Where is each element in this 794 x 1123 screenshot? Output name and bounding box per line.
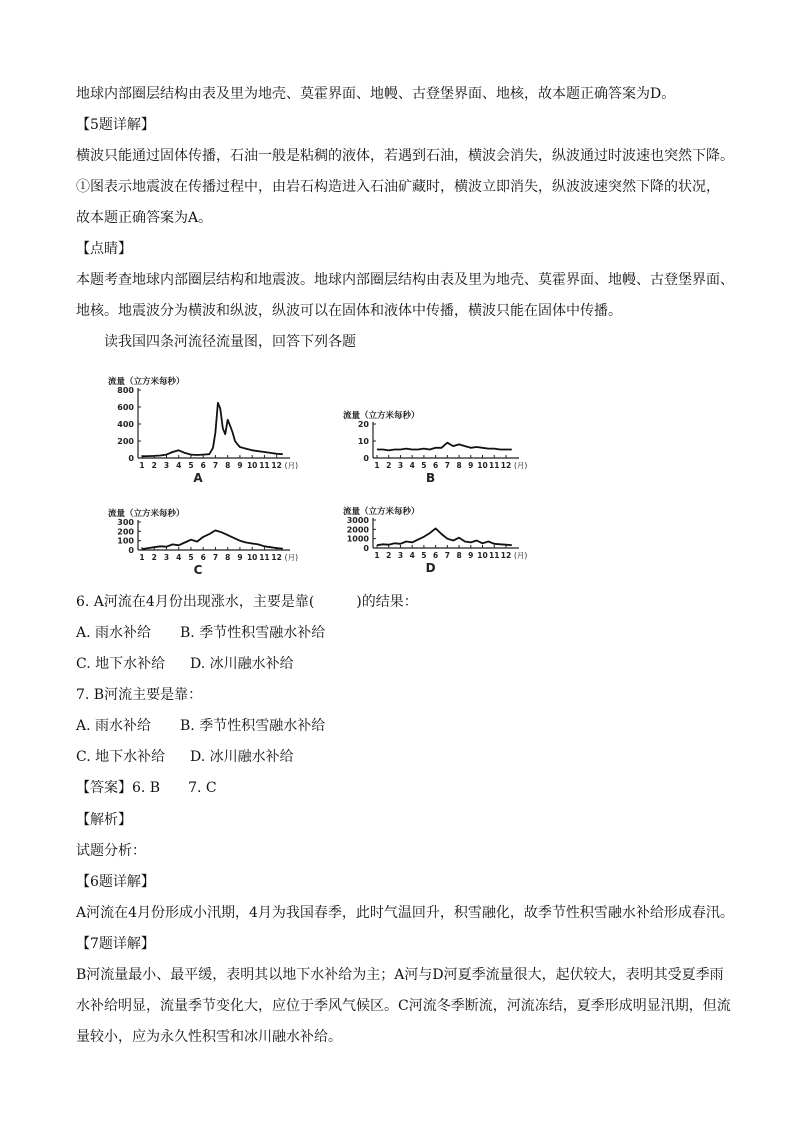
flow-series-line [142,530,283,549]
section-heading: 【5题详解】 [76,117,155,133]
x-tick-label: 2 [151,461,157,470]
chart-c [100,496,310,580]
q6-options-row2 [76,654,294,674]
x-tick-label: 6 [200,461,206,470]
x-tick-label: 3 [163,461,170,470]
x-tick-label: 8 [456,461,462,470]
x-tick-label: 7 [212,553,219,562]
x-unit-label: (月) [513,551,528,560]
q6-option-d: D. 冰川融水补给 [190,656,294,672]
x-tick-label: 6 [200,553,206,562]
x-tick-label: 12 [271,553,282,562]
x-tick-label: 9 [237,461,243,470]
y-tick-label: 3000 [346,516,369,525]
chart-letter: A [193,471,203,484]
y-tick-label: 300 [117,518,134,527]
chart-b [325,402,530,490]
x-tick-label: 11 [259,461,270,470]
flow-series-line [377,528,512,545]
x-tick-label: 3 [397,461,404,470]
x-unit-label: (月) [284,553,299,562]
x-tick-label: 10 [477,461,488,470]
q7-detail-text: 水补给明显，流量季节变化大，应位于季风气候区。C河流冬季断流，河流冻结，夏季形成明显汛期，但流 [76,998,731,1014]
x-tick-label: 2 [386,461,392,470]
q7-options-row2 [76,747,294,767]
q7-option-a: A. 雨水补给 [76,718,152,734]
y-axis-label: 流量（立方米每秒） [108,377,185,387]
answer-line: 【答案】6. B 7. C [76,780,217,796]
x-tick-label: 3 [397,551,404,560]
x-tick-label: 11 [489,461,500,470]
paragraph: 地球内部圈层结构由表及里为地壳、莫霍界面、地幔、古登堡界面、地核，故本题正确答案为D。 [76,86,676,102]
paragraph: ①图表示地震波在传播过程中，由岩石构造进入石油矿藏时，横波立即消失，纵波波速突然下降的状况， [76,179,720,195]
x-tick-label: 4 [176,553,182,562]
x-tick-label: 12 [500,551,512,560]
q6-options-row1 [76,623,325,643]
flow-series-line [142,403,283,457]
y-tick-label: 400 [117,420,134,429]
chart-letter: C [193,563,203,577]
chart-letter: D [425,561,436,575]
q7-detail-heading: 【7题详解】 [76,936,155,952]
x-tick-label: 9 [237,553,243,562]
question-prompt: 读我国四条河流径流量图，回答下列各题 [104,334,356,350]
y-tick-label: 600 [117,403,134,412]
y-tick-label: 10 [357,437,369,446]
x-tick-label: 2 [386,551,392,560]
x-tick-label: 11 [489,551,500,560]
question-7: 7. B河流主要是靠： [76,687,203,703]
x-tick-label: 12 [500,461,512,470]
q6-detail-heading: 【6题详解】 [76,874,155,890]
q6-detail-text: A河流在4月份形成小汛期，4月为我国春季，此时气温回升，积雪融化，故季节性积雪融水补给形成春汛。 [76,905,734,921]
x-tick-label: 8 [225,553,231,562]
x-tick-label: 4 [176,461,182,470]
x-tick-label: 6 [433,551,439,560]
y-tick-label: 1000 [346,534,369,544]
x-tick-label: 2 [151,553,157,562]
y-axis-label: 流量（立方米每秒） [108,509,185,519]
x-tick-label: 7 [212,461,219,470]
chart-d [325,496,530,580]
section-heading: 【点睛】 [76,241,132,257]
paragraph: 横波只能通过固体传播，石油一般是粘稠的液体，若遇到石油，横波会消失，纵波通过时波速也突然下降。 [76,148,734,164]
paragraph: 本题考查地球内部圈层结构和地震波。地球内部圈层结构由表及里为地壳、莫霍界面、地幔、古登堡界面、 [76,272,734,288]
y-tick-label: 20 [357,420,369,429]
x-unit-label: (月) [513,461,528,470]
y-tick-label: 2000 [346,525,369,535]
y-tick-label: 0 [363,544,369,553]
y-tick-label: 0 [363,454,369,463]
y-axis-label: 流量（立方米每秒） [343,507,420,517]
x-tick-label: 10 [246,461,258,470]
q7-options-row1 [76,716,325,736]
x-tick-label: 8 [225,461,231,470]
x-tick-label: 12 [271,461,282,470]
y-tick-label: 100 [117,536,134,546]
x-tick-label: 5 [421,551,427,560]
river-flow-charts [100,372,528,580]
x-tick-label: 7 [444,551,450,560]
x-tick-label: 1 [139,553,145,562]
q6-option-b: B. 季节性积雪融水补给 [180,625,326,641]
x-tick-label: 5 [188,553,194,562]
q7-option-b: B. 季节性积雪融水补给 [180,718,326,734]
question-6: 6. A河流在4月份出现涨水，主要是靠( )的结果： [76,594,418,610]
x-tick-label: 6 [433,461,439,470]
q7-detail-text: B河流量最小、最平缓，表明其以地下水补给为主；A河与D河夏季流量很大，起伏较大，表明其受夏季雨 [76,967,724,983]
x-tick-label: 1 [374,461,380,470]
y-tick-label: 200 [117,437,134,446]
x-tick-label: 10 [246,553,258,562]
analysis-intro: 试题分析： [76,843,146,859]
x-tick-label: 3 [163,553,170,562]
flow-series-line [377,443,512,451]
x-tick-label: 10 [477,551,488,560]
x-tick-label: 5 [421,461,427,470]
x-tick-label: 11 [259,553,270,562]
paragraph: 故本题正确答案为A。 [76,210,213,226]
y-tick-label: 0 [128,546,134,555]
x-tick-label: 1 [139,461,145,470]
analysis-heading: 【解析】 [76,812,132,828]
x-tick-label: 1 [374,551,380,560]
y-tick-label: 0 [128,454,134,463]
x-tick-label: 4 [409,461,415,470]
x-tick-label: 9 [468,461,474,470]
x-tick-label: 9 [468,551,474,560]
x-unit-label: (月) [284,461,299,470]
q7-option-c: C. 地下水补给 [76,749,166,765]
q6-option-c: C. 地下水补给 [76,656,166,672]
x-tick-label: 7 [444,461,450,470]
q6-option-a: A. 雨水补给 [76,625,152,641]
chart-a [100,372,310,484]
x-tick-label: 8 [456,551,462,560]
q7-option-d: D. 冰川融水补给 [190,749,294,765]
x-tick-label: 4 [409,551,415,560]
y-tick-label: 200 [117,527,134,537]
x-tick-label: 5 [188,461,194,470]
y-tick-label: 800 [117,386,134,395]
y-axis-label: 流量（立方米每秒） [343,411,420,421]
q7-detail-text: 量较小，应为永久性积雪和冰川融水补给。 [76,1029,342,1045]
chart-letter: B [426,471,436,485]
paragraph: 地核。地震波分为横波和纵波，纵波可以在固体和液体中传播，横波只能在固体中传播。 [76,303,622,319]
